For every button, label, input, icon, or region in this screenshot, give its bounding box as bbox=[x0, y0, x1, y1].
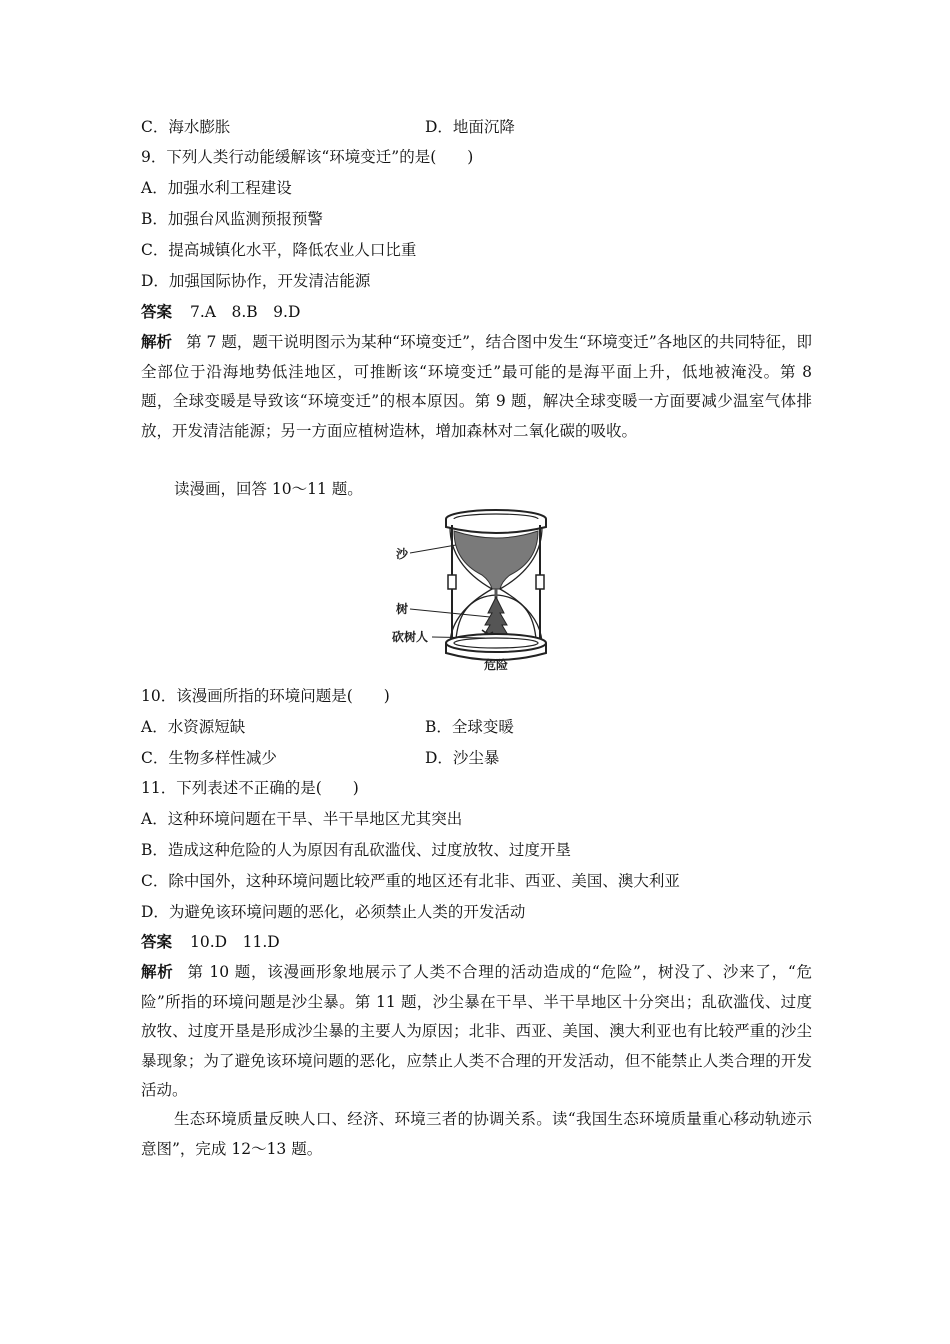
q10-option-c: C．生物多样性减少 bbox=[141, 749, 277, 767]
analysis-label: 解析 bbox=[141, 332, 173, 351]
q9-option-d: D．加强国际协作，开发清洁能源 bbox=[141, 272, 371, 290]
analysis-text: 第 10 题，该漫画形象地展示了人类不合理的活动造成的“危险”，树没了、沙来了，“危险”所指的环境问题是沙尘暴。第 11 题，沙尘暴在干旱、半干旱地区十分突出；乱砍滥伐、过度放牧、过度开垦是形成沙尘暴的主要人为原因；北非、西亚、美国、澳大利亚也有比较严重的沙尘暴现象；为了避免该环境问题的恶化，应禁止人类不合理的开发活动，但不能禁止人类合理的开发活动。 bbox=[141, 963, 812, 1100]
answer-label: 答案 bbox=[141, 932, 173, 951]
q10-option-b: B．全球变暖 bbox=[425, 718, 514, 736]
label-sand: 沙 bbox=[396, 547, 409, 561]
label-cutter: 砍树人 bbox=[392, 630, 429, 644]
figure-caption: 危险 bbox=[484, 658, 509, 672]
analysis-text: 第 7 题，题干说明图示为某种“环境变迁”，结合图中发生“环境变迁”各地区的共同特征，即全部位于沿海地势低洼地区，可推断该“环境变迁”最可能的是海平面上升，低地被淹没。第 8 题，全球变暖是导致该“环境变迁”的根本原因。第 9 题，解决全球变暖一方面要减少温室气体排放，开发清洁能源；另一方面应植树造林，增加森林对二氧化碳的吸收。 bbox=[141, 333, 812, 440]
q10-option-d: D．沙尘暴 bbox=[425, 749, 500, 767]
q9-option-c: C．提高城镇化水平，降低农业人口比重 bbox=[141, 241, 417, 259]
answer-block-1 bbox=[141, 302, 300, 322]
analysis-label: 解析 bbox=[141, 962, 174, 981]
q8-option-d: D．地面沉降 bbox=[425, 118, 515, 136]
hourglass-comic-figure bbox=[392, 505, 572, 675]
q10-stem: 10．该漫画所指的环境问题是( ) bbox=[141, 687, 390, 705]
label-tree: 树 bbox=[396, 602, 409, 616]
answer-text: 10.D 11.D bbox=[190, 933, 280, 951]
answer-block-2 bbox=[141, 932, 280, 952]
comic-intro: 读漫画，回答 10～11 题。 bbox=[174, 480, 363, 498]
q9-stem: 9．下列人类行动能缓解该“环境变迁”的是( ) bbox=[141, 148, 474, 166]
q8-option-c: C．海水膨胀 bbox=[141, 118, 231, 136]
q11-option-a: A．这种环境问题在干旱、半干旱地区尤其突出 bbox=[141, 810, 463, 828]
q9-option-a: A．加强水利工程建设 bbox=[141, 179, 292, 197]
q9-option-b: B．加强台风监测预报预警 bbox=[141, 210, 323, 228]
hourglass-illustration bbox=[392, 505, 572, 675]
map-intro: 生态环境质量反映人口、经济、环境三者的协调关系。读“我国生态环境质量重心移动轨迹示意图”，完成 12～13 题。 bbox=[141, 1110, 812, 1158]
analysis-block-2 bbox=[141, 957, 812, 1106]
q11-option-c: C．除中国外，这种环境问题比较严重的地区还有北非、西亚、美国、澳大利亚 bbox=[141, 872, 680, 890]
q11-option-d: D．为避免该环境问题的恶化，必须禁止人类的开发活动 bbox=[141, 903, 526, 921]
answer-label: 答案 bbox=[141, 302, 173, 321]
answer-text: 7.A 8.B 9.D bbox=[190, 303, 301, 321]
q11-option-b: B．造成这种危险的人为原因有乱砍滥伐、过度放牧、过度开垦 bbox=[141, 841, 571, 859]
q11-stem: 11．下列表述不正确的是( ) bbox=[141, 779, 359, 797]
analysis-block-1 bbox=[141, 327, 812, 446]
q10-option-a: A．水资源短缺 bbox=[141, 718, 246, 736]
